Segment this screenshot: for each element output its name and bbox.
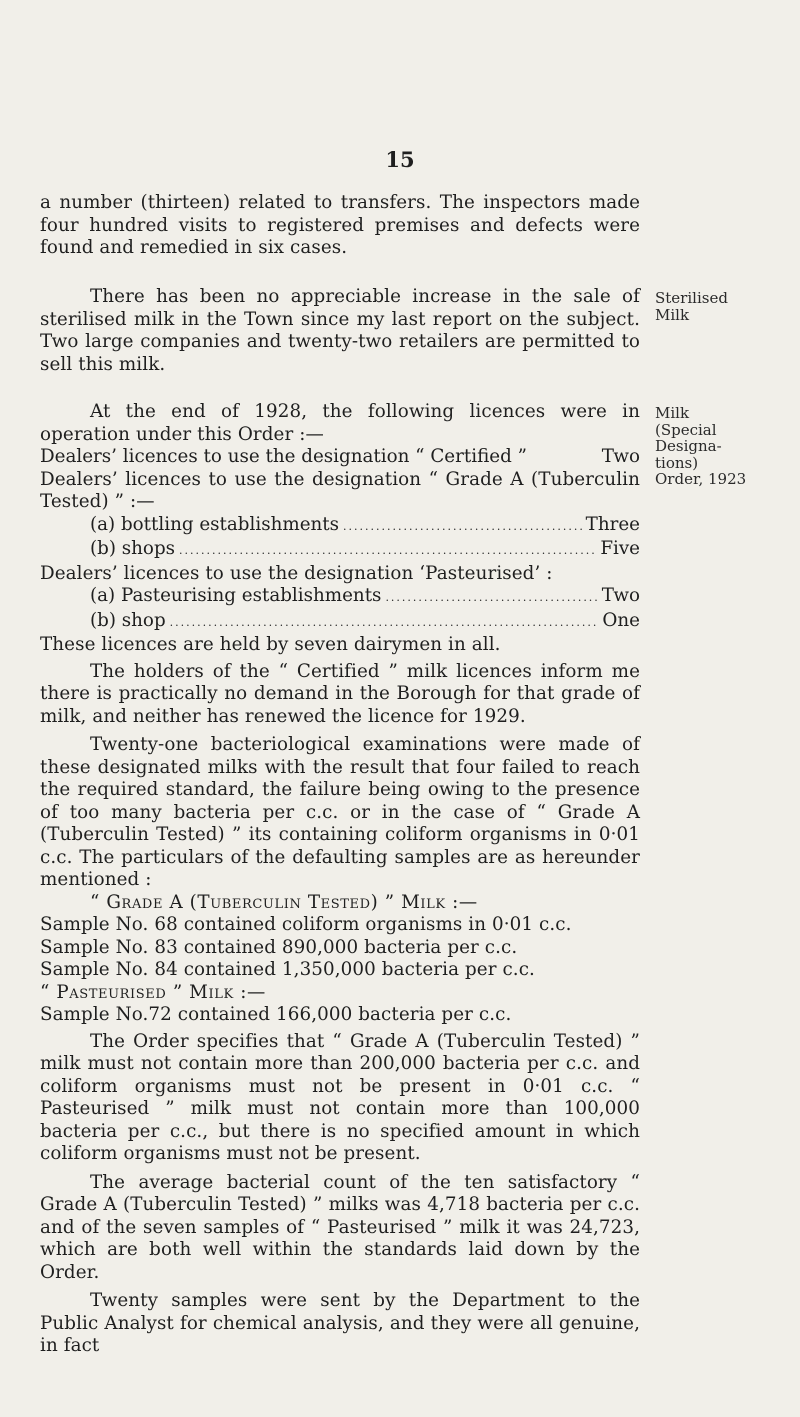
licence-grade-a-heading: Dealers’ licences to use the designation “ Grade A (Tuberculin Tested) ” :—: [40, 468, 640, 512]
licence-pasteurised-heading: Dealers’ licences to use the designation ‘Pasteurised’ :: [40, 562, 553, 584]
paragraph-text: Twenty samples were sent by the Department to the Public Analyst for chemical analysis, and they were all genuine, in fact: [40, 1290, 640, 1356]
licence-label: (a) bottling establishments: [90, 513, 340, 535]
paragraph-text: a number (thirteen) related to transfers. The inspectors made four hundred visits to registered premises and defects were found and remedied in six cases.: [40, 192, 640, 258]
licence-row: [40, 514, 640, 539]
leader-dots: [170, 612, 599, 635]
licence-certified-row: [40, 446, 640, 469]
margin-note-line: Milk: [655, 404, 690, 422]
paragraph-sterilised-milk: [40, 286, 640, 376]
licence-value: Two: [601, 585, 640, 606]
paragraph-text: The Order specifies that “ Grade A (Tuberculin Tested) ” milk must not contain more than 200,000 bacteria per c.c. and coliform organisms must not be present in 0·01 c.c. “ Pasteurised ” milk must not contain more than 100,000 bacteria per c.c., but there is no specified amount in which coliform organisms must not be present.: [40, 1030, 640, 1164]
pasteurised-milk-heading: “ Pasteurised ” Milk :—: [40, 981, 266, 1003]
licence-value: Two: [601, 446, 640, 467]
page-number: 15: [385, 147, 415, 172]
paragraph-text: There has been no appreciable increase in the sale of sterilised milk in the Town since my last report on the subject. Two large companies and twenty-two retailers are permitted to sell this milk.: [40, 286, 640, 375]
licence-row: [40, 585, 640, 610]
licence-row: [40, 538, 640, 563]
licence-value: Five: [600, 538, 640, 559]
paragraph-text: Twenty-one bacteriological examinations were made of these designated milks with the result that four failed to reach the required standard, the failure being owing to the presence of too many bacteria per c.c. or in the case of “ Grade A (Tuberculin Tested) ” its containing coliform organisms in 0·01 c.c. The particulars of the defaulting samples are as hereunder mentioned :: [40, 734, 640, 890]
paragraph-transfers: [40, 192, 640, 260]
licence-label: (a) Pasteurising establishments: [90, 585, 382, 606]
margin-note-milk-order: [655, 405, 795, 488]
sample-line: Sample No.72 contained 166,000 bacteria per c.c.: [40, 1004, 512, 1025]
sample-line: Sample No. 68 contained coliform organisms in 0·01 c.c.: [40, 914, 572, 935]
margin-note-line: Milk: [655, 305, 690, 324]
grade-a-milk-heading: “ Grade A (Tuberculin Tested) ” Milk :—: [90, 891, 478, 913]
paragraph-text: At the end of 1928, the following licences were in operation under this Order :—: [40, 401, 640, 445]
margin-note-line: Sterilised: [655, 289, 728, 307]
margin-note-line: (Special: [655, 420, 717, 439]
licence-value: Three: [585, 513, 640, 535]
margin-note-line: tions): [655, 453, 699, 472]
margin-note-line: Order, 1923: [655, 470, 747, 488]
margin-note-sterilised-milk: [655, 290, 795, 323]
licence-value: One: [602, 609, 640, 631]
sample-line: Sample No. 84 contained 1,350,000 bacteria per c.c.: [40, 959, 535, 980]
leader-dots: [385, 587, 597, 610]
paragraph-text: These licences are held by seven dairymen in all.: [40, 634, 501, 655]
leader-dots: [179, 540, 596, 563]
paragraph-text: The holders of the “ Certified ” milk licences inform me there is practically no demand in the Borough for that grade of milk, and neither has renewed the licence for 1929.: [40, 660, 640, 727]
paragraph-text: The average bacterial count of the ten satisfactory “ Grade A (Tuberculin Tested) ” milks was 4,718 bacteria per c.c. and of the seven samples of “ Pasteurised ” milk it was 24,723, which are both well within the standards laid down by the Order.: [40, 1171, 640, 1283]
licence-label: (b) shops: [90, 538, 176, 559]
margin-note-line: Designa-: [655, 437, 722, 455]
licence-label: (b) shop: [90, 609, 166, 631]
licence-label: Dealers’ licences to use the designation “ Certified ”: [40, 446, 527, 467]
leader-dots: [343, 516, 582, 539]
licence-row: [40, 610, 640, 635]
sample-line: Sample No. 83 contained 890,000 bacteria per c.c.: [40, 936, 518, 958]
licences-section: [40, 401, 640, 1358]
